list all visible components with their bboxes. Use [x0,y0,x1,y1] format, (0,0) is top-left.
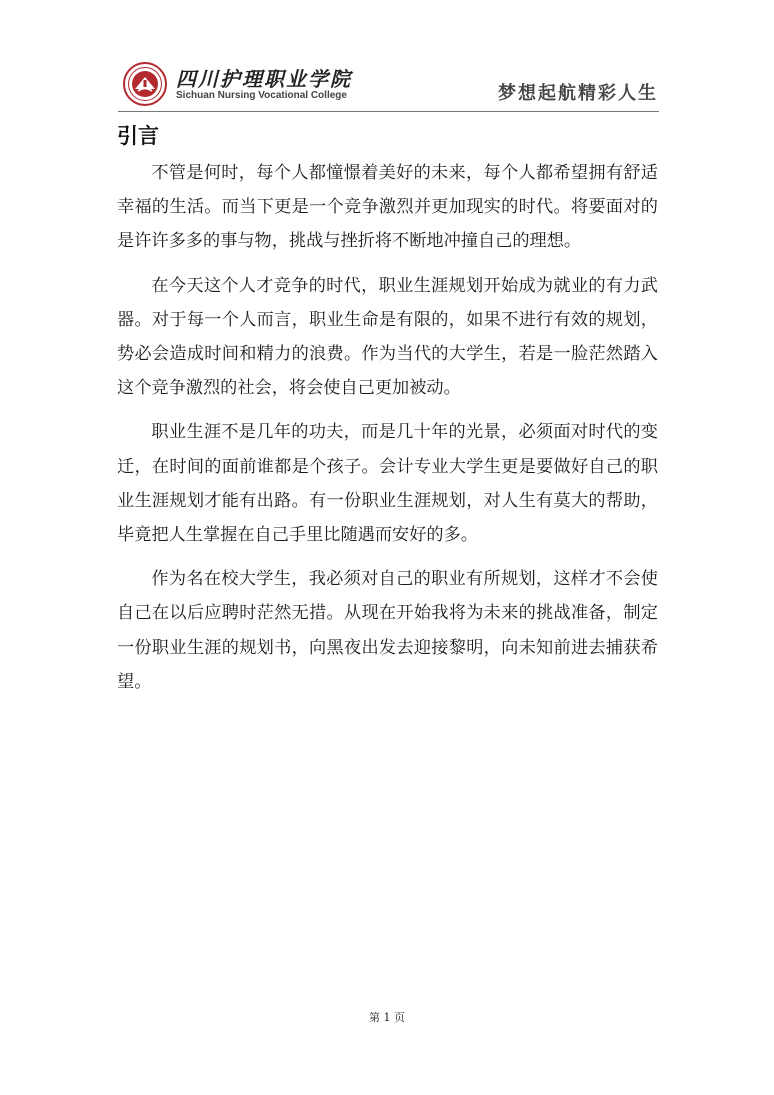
document-header [118,58,658,110]
body-text [117,156,658,709]
header-slogan: 梦想起航精彩人生 [498,83,658,104]
paragraph: 作为名在校大学生，我必须对自己的职业有所规划，这样才不会使自己在以后应聘时茫然无措。从现在开始我将为未来的挑战准备，制定一份职业生涯的规划书，向黑夜出发去迎接黎明，向未知前进去捕获希望。 [117,569,658,692]
paragraph: 职业生涯不是几年的功夫，而是几十年的光景，必须面对时代的变迁，在时间的面前谁都是个孩子。会计专业大学生更是要做好自己的职业生涯规划才能有出路。有一份职业生涯规划，对人生有莫大的帮助，毕竟把人生掌握在自己手里比随遇而安好的多。 [117,422,658,546]
page-number: 第 1 页 [369,1011,405,1024]
college-name-en: Sichuan Nursing Vocational College [176,90,347,101]
paragraph: 不管是何时，每个人都憧憬着美好的未来，每个人都希望拥有舒适幸福的生活。而当下更是一个竞争激烈并更加现实的时代。将要面对的是许许多多的事与物，挑战与挫折将不断地冲撞自己的理想。 [117,163,658,252]
section-title: 引言 [117,124,159,148]
college-name-cn: 四川护理职业学院 [176,67,352,91]
college-seal-logo [123,62,167,106]
paragraph: 在今天这个人才竞争的时代，职业生涯规划开始成为就业的有力武器。对于每一个人而言，职业生命是有限的，如果不进行有效的规划，势必会造成时间和精力的浪费。作为当代的大学生，若是一脸茫然踏入这个竞争激烈的社会，将会使自己更加被动。 [117,275,658,399]
header-divider [118,111,659,112]
